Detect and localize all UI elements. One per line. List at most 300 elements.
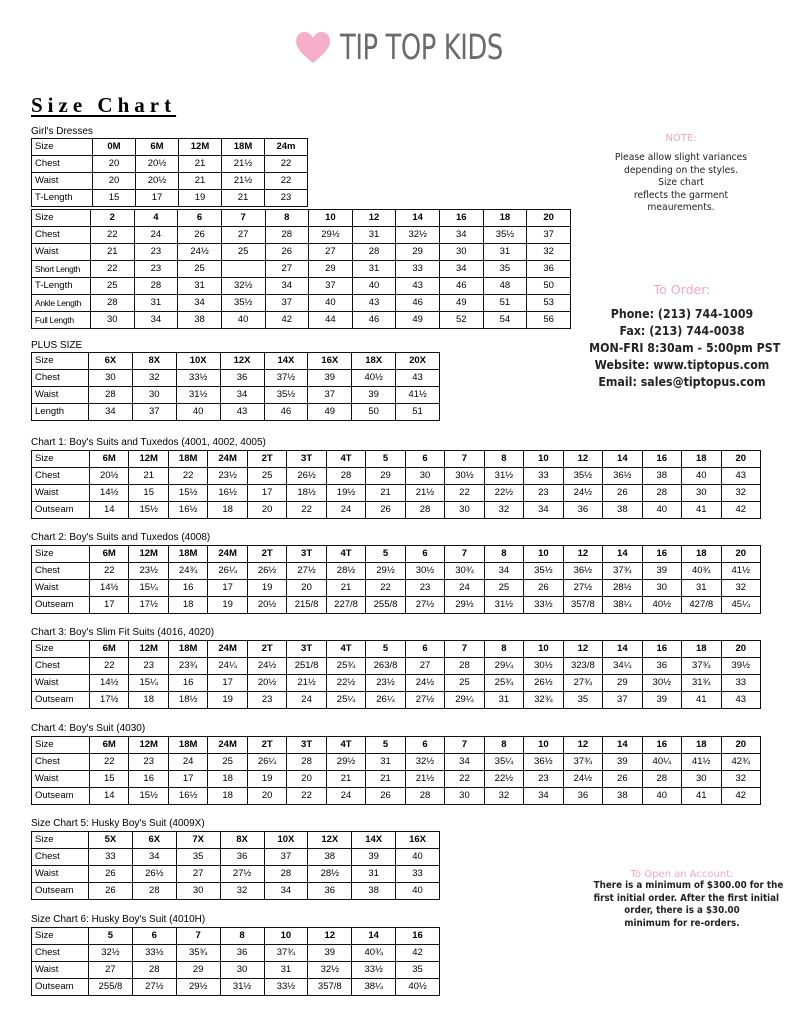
size-header-cell: 4T: [326, 737, 365, 754]
measurement-cell: 41: [682, 788, 721, 805]
measurement-cell: 36: [642, 658, 681, 675]
measurement-cell: 24: [287, 692, 326, 709]
measurement-cell: 21: [179, 173, 222, 190]
note-line: Please allow slight variances: [614, 152, 748, 163]
measurement-cell: 31: [366, 754, 405, 771]
measurement-cell: 31: [352, 866, 396, 883]
table-row: [32, 278, 571, 295]
size-header-cell: 20: [721, 737, 761, 754]
measurement-cell: 36: [563, 502, 602, 519]
size-header-cell: 12M: [129, 737, 168, 754]
size-header-cell: 2T: [247, 451, 286, 468]
size-header-cell: 10: [264, 928, 308, 945]
measurement-cell: 35½: [524, 563, 563, 580]
measurement-cell: 34: [440, 227, 484, 244]
measurement-cell: 25¾: [326, 658, 365, 675]
table-header-row: [32, 451, 761, 468]
measurement-cell: 32: [721, 485, 761, 502]
measurement-cell: 22: [287, 788, 326, 805]
measurement-cell: 54: [483, 312, 527, 329]
measurement-cell: 26½: [132, 866, 176, 883]
measurement-cell: 17: [208, 675, 247, 692]
measurement-cell: 23: [247, 692, 286, 709]
measurement-cell: 18: [208, 771, 247, 788]
size-header-cell: 6M: [90, 641, 129, 658]
measurement-cell: 25: [247, 468, 286, 485]
measurement-cell: 227/8: [326, 597, 365, 614]
measurement-cell: 30½: [524, 658, 563, 675]
measurement-cell: 43: [721, 692, 761, 709]
chart5-caption: Size Chart 5: Husky Boy's Suit (4009X): [31, 818, 205, 829]
measurement-cell: 23¾: [168, 658, 207, 675]
heart-icon: [296, 32, 330, 64]
measurement-cell: 16½: [168, 502, 207, 519]
measurement-cell: 28: [132, 962, 176, 979]
measurement-cell: 30: [642, 580, 681, 597]
row-label-cell: Waist: [32, 580, 90, 597]
chart4-caption: Chart 4: Boy's Suit (4030): [31, 723, 146, 734]
measurement-cell: 33: [396, 866, 440, 883]
table-row: [32, 404, 440, 421]
size-header-cell: 16: [642, 546, 681, 563]
measurement-cell: 40: [352, 278, 396, 295]
measurement-cell: 28: [326, 468, 365, 485]
measurement-cell: 49: [396, 312, 440, 329]
measurement-cell: 15: [90, 771, 129, 788]
measurement-cell: 36: [220, 849, 264, 866]
size-header-cell: 5X: [89, 832, 133, 849]
note-line: depending on the styles.: [623, 164, 738, 176]
measurement-cell: 43: [352, 295, 396, 312]
measurement-cell: 18: [168, 597, 207, 614]
size-header-cell: 6X: [89, 353, 133, 370]
measurement-cell: 40: [176, 404, 220, 421]
size-header-cell: 12: [352, 210, 396, 227]
size-header-cell: 7: [445, 546, 484, 563]
measurement-cell: 17: [168, 771, 207, 788]
measurement-cell: 36½: [603, 468, 642, 485]
row-label-cell: Outseam: [32, 788, 90, 805]
measurement-cell: 32: [527, 244, 571, 261]
measurement-cell: 17: [136, 190, 179, 207]
measurement-cell: 215/8: [287, 597, 326, 614]
chart3-caption: Chart 3: Boy's Slim Fit Suits (4016, 4020): [31, 627, 215, 638]
size-header-cell: 16: [642, 737, 681, 754]
table-row: [32, 945, 440, 962]
measurement-cell: 25: [484, 580, 523, 597]
measurement-cell: 20: [93, 173, 136, 190]
measurement-cell: 50: [352, 404, 396, 421]
measurement-cell: 19½: [326, 485, 365, 502]
size-header-cell: 8: [220, 928, 264, 945]
measurement-cell: 38: [308, 849, 352, 866]
size-header-cell: 6M: [136, 139, 179, 156]
measurement-cell: 28½: [308, 866, 352, 883]
measurement-cell: 18½: [168, 692, 207, 709]
measurement-cell: 21: [326, 771, 365, 788]
measurement-cell: 30: [682, 485, 721, 502]
row-label-cell: Size: [32, 928, 89, 945]
measurement-cell: 37: [527, 227, 571, 244]
measurement-cell: 21: [222, 190, 265, 207]
measurement-cell: 41½: [721, 563, 761, 580]
row-label-cell: T-Length: [32, 190, 93, 207]
measurement-cell: 42: [265, 312, 309, 329]
measurement-cell: 36: [220, 945, 264, 962]
measurement-cell: 36½: [563, 563, 602, 580]
measurement-cell: 39: [352, 387, 396, 404]
measurement-cell: 22: [90, 658, 129, 675]
measurement-cell: 31: [483, 244, 527, 261]
measurement-cell: 38: [642, 468, 681, 485]
note-block: [591, 133, 771, 215]
row-label-cell: Waist: [32, 866, 89, 883]
measurement-cell: 24: [134, 227, 178, 244]
size-header-cell: 7X: [176, 832, 220, 849]
measurement-cell: 22: [90, 563, 129, 580]
measurement-cell: 20½: [136, 173, 179, 190]
measurement-cell: 21: [179, 156, 222, 173]
size-header-cell: 14X: [352, 832, 396, 849]
row-label-cell: Size: [32, 451, 90, 468]
measurement-cell: 39: [642, 563, 681, 580]
measurement-cell: 38: [352, 883, 396, 900]
row-label-cell: Waist: [32, 771, 90, 788]
size-header-cell: 10: [524, 641, 563, 658]
measurement-cell: 22½: [484, 771, 523, 788]
measurement-cell: 19: [247, 771, 286, 788]
measurement-cell: 46: [352, 312, 396, 329]
girls-dresses-caption: Girl's Dresses: [31, 126, 93, 137]
plus-size-table: [31, 352, 440, 421]
measurement-cell: 21½: [405, 771, 444, 788]
row-label-cell: Waist: [32, 244, 91, 261]
measurement-cell: 23: [129, 658, 168, 675]
size-header-cell: 10X: [176, 353, 220, 370]
size-header-cell: 16X: [308, 353, 352, 370]
row-label-cell: T-Length: [32, 278, 91, 295]
table-row: [32, 244, 571, 261]
size-header-cell: 4T: [326, 451, 365, 468]
chart1-caption: Chart 1: Boy's Suits and Tuxedos (4001, 4002, 4005): [31, 437, 266, 448]
measurement-cell: 42: [721, 788, 761, 805]
size-header-cell: 12X: [220, 353, 264, 370]
note-body: [598, 152, 764, 215]
size-header-cell: 14: [603, 641, 642, 658]
size-header-cell: 4: [134, 210, 178, 227]
measurement-cell: 36: [563, 788, 602, 805]
measurement-cell: 28: [134, 278, 178, 295]
size-header-cell: 24M: [208, 737, 247, 754]
table-row: [32, 468, 761, 485]
measurement-cell: 22½: [326, 675, 365, 692]
measurement-cell: 16: [129, 771, 168, 788]
row-label-cell: Outseam: [32, 883, 89, 900]
measurement-cell: 35½: [483, 227, 527, 244]
measurement-cell: 21½: [287, 675, 326, 692]
note-line: reflects the garment: [633, 189, 729, 201]
measurement-cell: 40: [642, 502, 681, 519]
measurement-cell: 26: [89, 883, 133, 900]
size-header-cell: 0M: [93, 139, 136, 156]
size-header-cell: 7: [445, 641, 484, 658]
measurement-cell: 31: [134, 295, 178, 312]
measurement-cell: 40: [309, 295, 353, 312]
table-header-row: [32, 832, 440, 849]
measurement-cell: 15: [93, 190, 136, 207]
size-header-cell: 7: [221, 210, 265, 227]
measurement-cell: 29½: [176, 979, 220, 996]
measurement-cell: 22: [445, 485, 484, 502]
measurement-cell: 39: [308, 370, 352, 387]
measurement-cell: 22: [168, 468, 207, 485]
size-header-cell: 8: [484, 737, 523, 754]
table-row: [32, 156, 308, 173]
measurement-cell: 50: [527, 278, 571, 295]
table-row: [32, 962, 440, 979]
measurement-cell: 40¾: [352, 945, 396, 962]
measurement-cell: 34: [132, 849, 176, 866]
measurement-cell: 28: [405, 502, 444, 519]
measurement-cell: 31½: [484, 468, 523, 485]
measurement-cell: 40: [682, 468, 721, 485]
measurement-cell: 19: [208, 692, 247, 709]
measurement-cell: 40¼: [642, 754, 681, 771]
measurement-cell: 37: [603, 692, 642, 709]
measurement-cell: 30¾: [445, 563, 484, 580]
measurement-cell: 27½: [220, 866, 264, 883]
size-header-cell: 2T: [247, 641, 286, 658]
size-header-cell: 20: [721, 641, 761, 658]
measurement-cell: 36: [220, 370, 264, 387]
measurement-cell: 22: [265, 173, 308, 190]
page-title: Size Chart: [31, 93, 177, 117]
measurement-cell: 22: [366, 580, 405, 597]
measurement-cell: 27½: [287, 563, 326, 580]
measurement-cell: 17½: [129, 597, 168, 614]
size-header-cell: 6M: [90, 546, 129, 563]
table-row: [32, 979, 440, 996]
size-header-cell: 4T: [326, 546, 365, 563]
measurement-cell: 25: [445, 675, 484, 692]
measurement-cell: 20: [93, 156, 136, 173]
measurement-cell: 34: [484, 563, 523, 580]
size-header-cell: 10: [309, 210, 353, 227]
row-label-cell: Chest: [32, 849, 89, 866]
order-website: Website: www.tiptopus.com: [594, 358, 770, 372]
measurement-cell: 18½: [287, 485, 326, 502]
measurement-cell: 16: [168, 675, 207, 692]
measurement-cell: 34: [178, 295, 222, 312]
measurement-cell: 38: [603, 788, 642, 805]
measurement-cell: 35½: [264, 387, 308, 404]
size-header-cell: 16: [440, 210, 484, 227]
measurement-cell: 35½: [563, 468, 602, 485]
measurement-cell: 20: [287, 771, 326, 788]
measurement-cell: 42¾: [721, 754, 761, 771]
measurement-cell: 15¼: [129, 580, 168, 597]
size-header-cell: 3T: [287, 451, 326, 468]
measurement-cell: 17: [247, 485, 286, 502]
table-row: [32, 866, 440, 883]
measurement-cell: 31½: [484, 597, 523, 614]
row-label-cell: Size: [32, 641, 90, 658]
measurement-cell: 31: [484, 692, 523, 709]
measurement-cell: 33: [89, 849, 133, 866]
measurement-cell: 34: [89, 404, 133, 421]
measurement-cell: 19: [247, 580, 286, 597]
size-header-cell: 14X: [264, 353, 308, 370]
measurement-cell: 27½: [405, 692, 444, 709]
row-label-cell: Chest: [32, 658, 90, 675]
measurement-cell: 15¼: [129, 675, 168, 692]
measurement-cell: 27: [309, 244, 353, 261]
measurement-cell: 40¾: [682, 563, 721, 580]
size-header-cell: 5: [366, 737, 405, 754]
table-row: [32, 754, 761, 771]
size-header-cell: 6: [405, 546, 444, 563]
size-header-cell: 12M: [129, 546, 168, 563]
measurement-cell: 40: [221, 312, 265, 329]
row-label-cell: Outseam: [32, 692, 90, 709]
size-header-cell: 18M: [168, 641, 207, 658]
measurement-cell: 31½: [176, 387, 220, 404]
measurement-cell: 39: [308, 945, 352, 962]
size-header-cell: 6: [405, 451, 444, 468]
size-header-cell: 12: [563, 451, 602, 468]
measurement-cell: 20½: [247, 675, 286, 692]
table-row: [32, 387, 440, 404]
measurement-cell: 15½: [168, 485, 207, 502]
size-header-cell: 8: [265, 210, 309, 227]
measurement-cell: 357/8: [563, 597, 602, 614]
measurement-cell: 33½: [352, 962, 396, 979]
measurement-cell: 32: [721, 580, 761, 597]
table-row: [32, 370, 440, 387]
size-header-cell: 2T: [247, 737, 286, 754]
measurement-cell: 33: [524, 468, 563, 485]
measurement-cell: 52: [440, 312, 484, 329]
size-header-cell: 5: [89, 928, 133, 945]
brand-logo: [296, 28, 539, 68]
size-header-cell: 18: [682, 641, 721, 658]
measurement-cell: 53: [527, 295, 571, 312]
measurement-cell: 38: [603, 502, 642, 519]
measurement-cell: 37: [132, 404, 176, 421]
table-row: [32, 485, 761, 502]
chart2-table: [31, 545, 761, 614]
size-header-cell: 2: [91, 210, 135, 227]
girls-dress-table: [31, 209, 571, 329]
size-header-cell: 8X: [132, 353, 176, 370]
measurement-cell: 30: [445, 502, 484, 519]
measurement-cell: 22: [287, 502, 326, 519]
size-header-cell: 18X: [352, 353, 396, 370]
measurement-cell: 32½: [308, 962, 352, 979]
measurement-cell: 51: [396, 404, 440, 421]
measurement-cell: 29: [309, 261, 353, 278]
measurement-cell: 17½: [90, 692, 129, 709]
measurement-cell: 27: [405, 658, 444, 675]
chart6-caption: Size Chart 6: Husky Boy's Suit (4010H): [31, 914, 206, 925]
table-row: [32, 190, 308, 207]
measurement-cell: 49: [440, 295, 484, 312]
measurement-cell: 36½: [524, 754, 563, 771]
measurement-cell: 16½: [168, 788, 207, 805]
measurement-cell: 26¼: [247, 754, 286, 771]
row-label-cell: Length: [32, 404, 89, 421]
measurement-cell: 22: [265, 156, 308, 173]
table-row: [32, 295, 571, 312]
measurement-cell: 26: [524, 580, 563, 597]
table-row: [32, 312, 571, 329]
measurement-cell: 26: [265, 244, 309, 261]
size-header-cell: 20: [527, 210, 571, 227]
measurement-cell: 21: [129, 468, 168, 485]
measurement-cell: 29: [176, 962, 220, 979]
measurement-cell: 34: [524, 788, 563, 805]
measurement-cell: 24: [326, 502, 365, 519]
measurement-cell: 34: [220, 387, 264, 404]
measurement-cell: 25: [178, 261, 222, 278]
measurement-cell: 35: [483, 261, 527, 278]
measurement-cell: 37¾: [264, 945, 308, 962]
order-fax: Fax: (213) 744-0038: [619, 324, 745, 338]
brand-name: TIP TOP KIDS: [340, 28, 503, 68]
measurement-cell: 38¼: [603, 597, 642, 614]
size-header-cell: 16: [642, 641, 681, 658]
measurement-cell: 37¾: [563, 754, 602, 771]
measurement-cell: 33½: [264, 979, 308, 996]
size-header-cell: 12: [563, 641, 602, 658]
table-row: [32, 580, 761, 597]
measurement-cell: 251/8: [287, 658, 326, 675]
measurement-cell: 27½: [405, 597, 444, 614]
size-header-cell: 12M: [129, 451, 168, 468]
measurement-cell: 33: [396, 261, 440, 278]
row-label-cell: Size: [32, 353, 89, 370]
table-row: [32, 502, 761, 519]
table-header-row: [32, 641, 761, 658]
measurement-cell: 24: [168, 754, 207, 771]
row-label-cell: Chest: [32, 563, 90, 580]
chart4-table: [31, 736, 761, 805]
measurement-cell: 26½: [524, 675, 563, 692]
measurement-cell: 43: [721, 468, 761, 485]
measurement-cell: 34: [524, 502, 563, 519]
measurement-cell: 38: [178, 312, 222, 329]
measurement-cell: 25¾: [484, 675, 523, 692]
measurement-cell: 32¾: [524, 692, 563, 709]
row-label-cell: Waist: [32, 173, 93, 190]
measurement-cell: 17: [90, 597, 129, 614]
measurement-cell: 30: [445, 788, 484, 805]
measurement-cell: 24¼: [208, 658, 247, 675]
measurement-cell: 14½: [90, 675, 129, 692]
measurement-cell: 31¾: [682, 675, 721, 692]
measurement-cell: 22: [91, 227, 135, 244]
size-header-cell: 12M: [179, 139, 222, 156]
measurement-cell: 27: [265, 261, 309, 278]
measurement-cell: 32: [132, 370, 176, 387]
measurement-cell: 35: [176, 849, 220, 866]
table-header-row: [32, 139, 308, 156]
measurement-cell: 30: [682, 771, 721, 788]
row-label-cell: Chest: [32, 227, 91, 244]
measurement-cell: 39: [352, 849, 396, 866]
size-header-cell: 5: [366, 451, 405, 468]
size-header-cell: 18: [682, 737, 721, 754]
